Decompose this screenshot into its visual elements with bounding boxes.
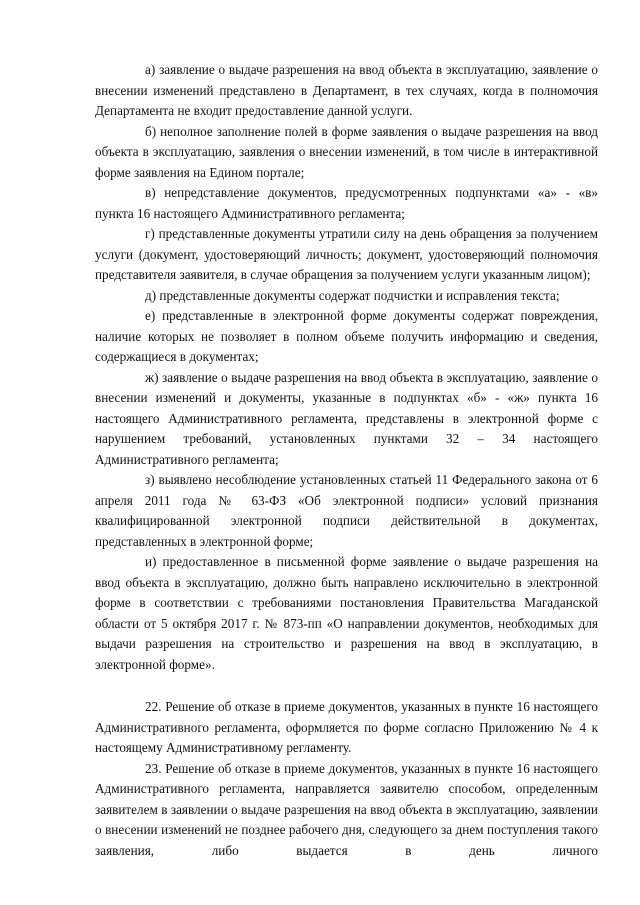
paragraph-22: 22. Решение об отказе в приеме документов, указанных в пункте 16 настоящего Административного регламента, оформляется по форме согласно Приложению № 4 к настоящему Административному регламенту. <box>95 699 598 755</box>
paragraph-i: и) предоставленное в письменной форме заявление о выдаче разрешения на ввод объекта в эксплуатацию, должно быть направлено исключительно в электронной форме в соответствии с требованиями постановления Правительства Магаданской области от 5 октября 2017 г. № 873-пп «О направлении документов, необходимых для выдачи разрешения на строительство и разрешения на ввод в эксплуатацию, в электронной форме». <box>95 554 598 672</box>
paragraph-e: е) представленные в электронной форме документы содержат повреждения, наличие которых не позволяет в полном объеме получить информацию и сведения, содержащиеся в документах; <box>95 308 598 364</box>
paragraph-zh: ж) заявление о выдаче разрешения на ввод объекта в эксплуатацию, заявление о внесении изменений и документы, указанные в подпунктах «б» - «ж» пункта 16 настоящего Административного регламента, представлены в электронной форме с нарушением требований, установленных пунктами 32 – 34 настоящего Административного регламента; <box>95 369 598 467</box>
paragraph-g: г) представленные документы утратили силу на день обращения за получением услуги (документ, удостоверяющий личность; документ, удостоверяющий полномочия представителя заявителя, в случае обращения за получением услуги указанным лицом); <box>95 226 598 282</box>
section-gap <box>95 675 598 697</box>
document-body <box>95 60 598 861</box>
paragraph-d: д) представленные документы содержат подчистки и исправления текста; <box>145 287 560 303</box>
paragraph-b: б) неполное заполнение полей в форме заявления о выдаче разрешения на ввод объекта в эксплуатацию, заявления о внесении изменений, в том числе в интерактивной форме заявления на Едином портале; <box>95 123 598 180</box>
paragraph-v: в) непредставление документов, предусмотренных подпунктами «а» - «в» пункта 16 настоящего Административного регламента; <box>95 185 598 221</box>
paragraph-z: з) выявлено несоблюдение установленных статьей 11 Федерального закона от 6 апреля 2011 года № 63-ФЗ «Об электронной подписи» условий признания квалифицированной электронной подписи действительной в документах, представленных в электронной форме; <box>95 472 598 549</box>
paragraph-23: 23. Решение об отказе в приеме документов, указанных в пункте 16 настоящего Административного регламента, направляется заявителю способом, определенным заявителем в заявлении о выдаче разрешения на ввод объекта в эксплуатацию, заявлении о внесении изменений не позднее рабочего дня, следующего за днем поступления такого заявления, либо выдается в день личного <box>95 760 598 858</box>
paragraph-a: а) заявление о выдаче разрешения на ввод объекта в эксплуатацию, заявление о внесении изменений представлено в Департамент, в тех случаях, когда в полномочия Департамента не входит предоставление данной услуги. <box>95 62 598 118</box>
